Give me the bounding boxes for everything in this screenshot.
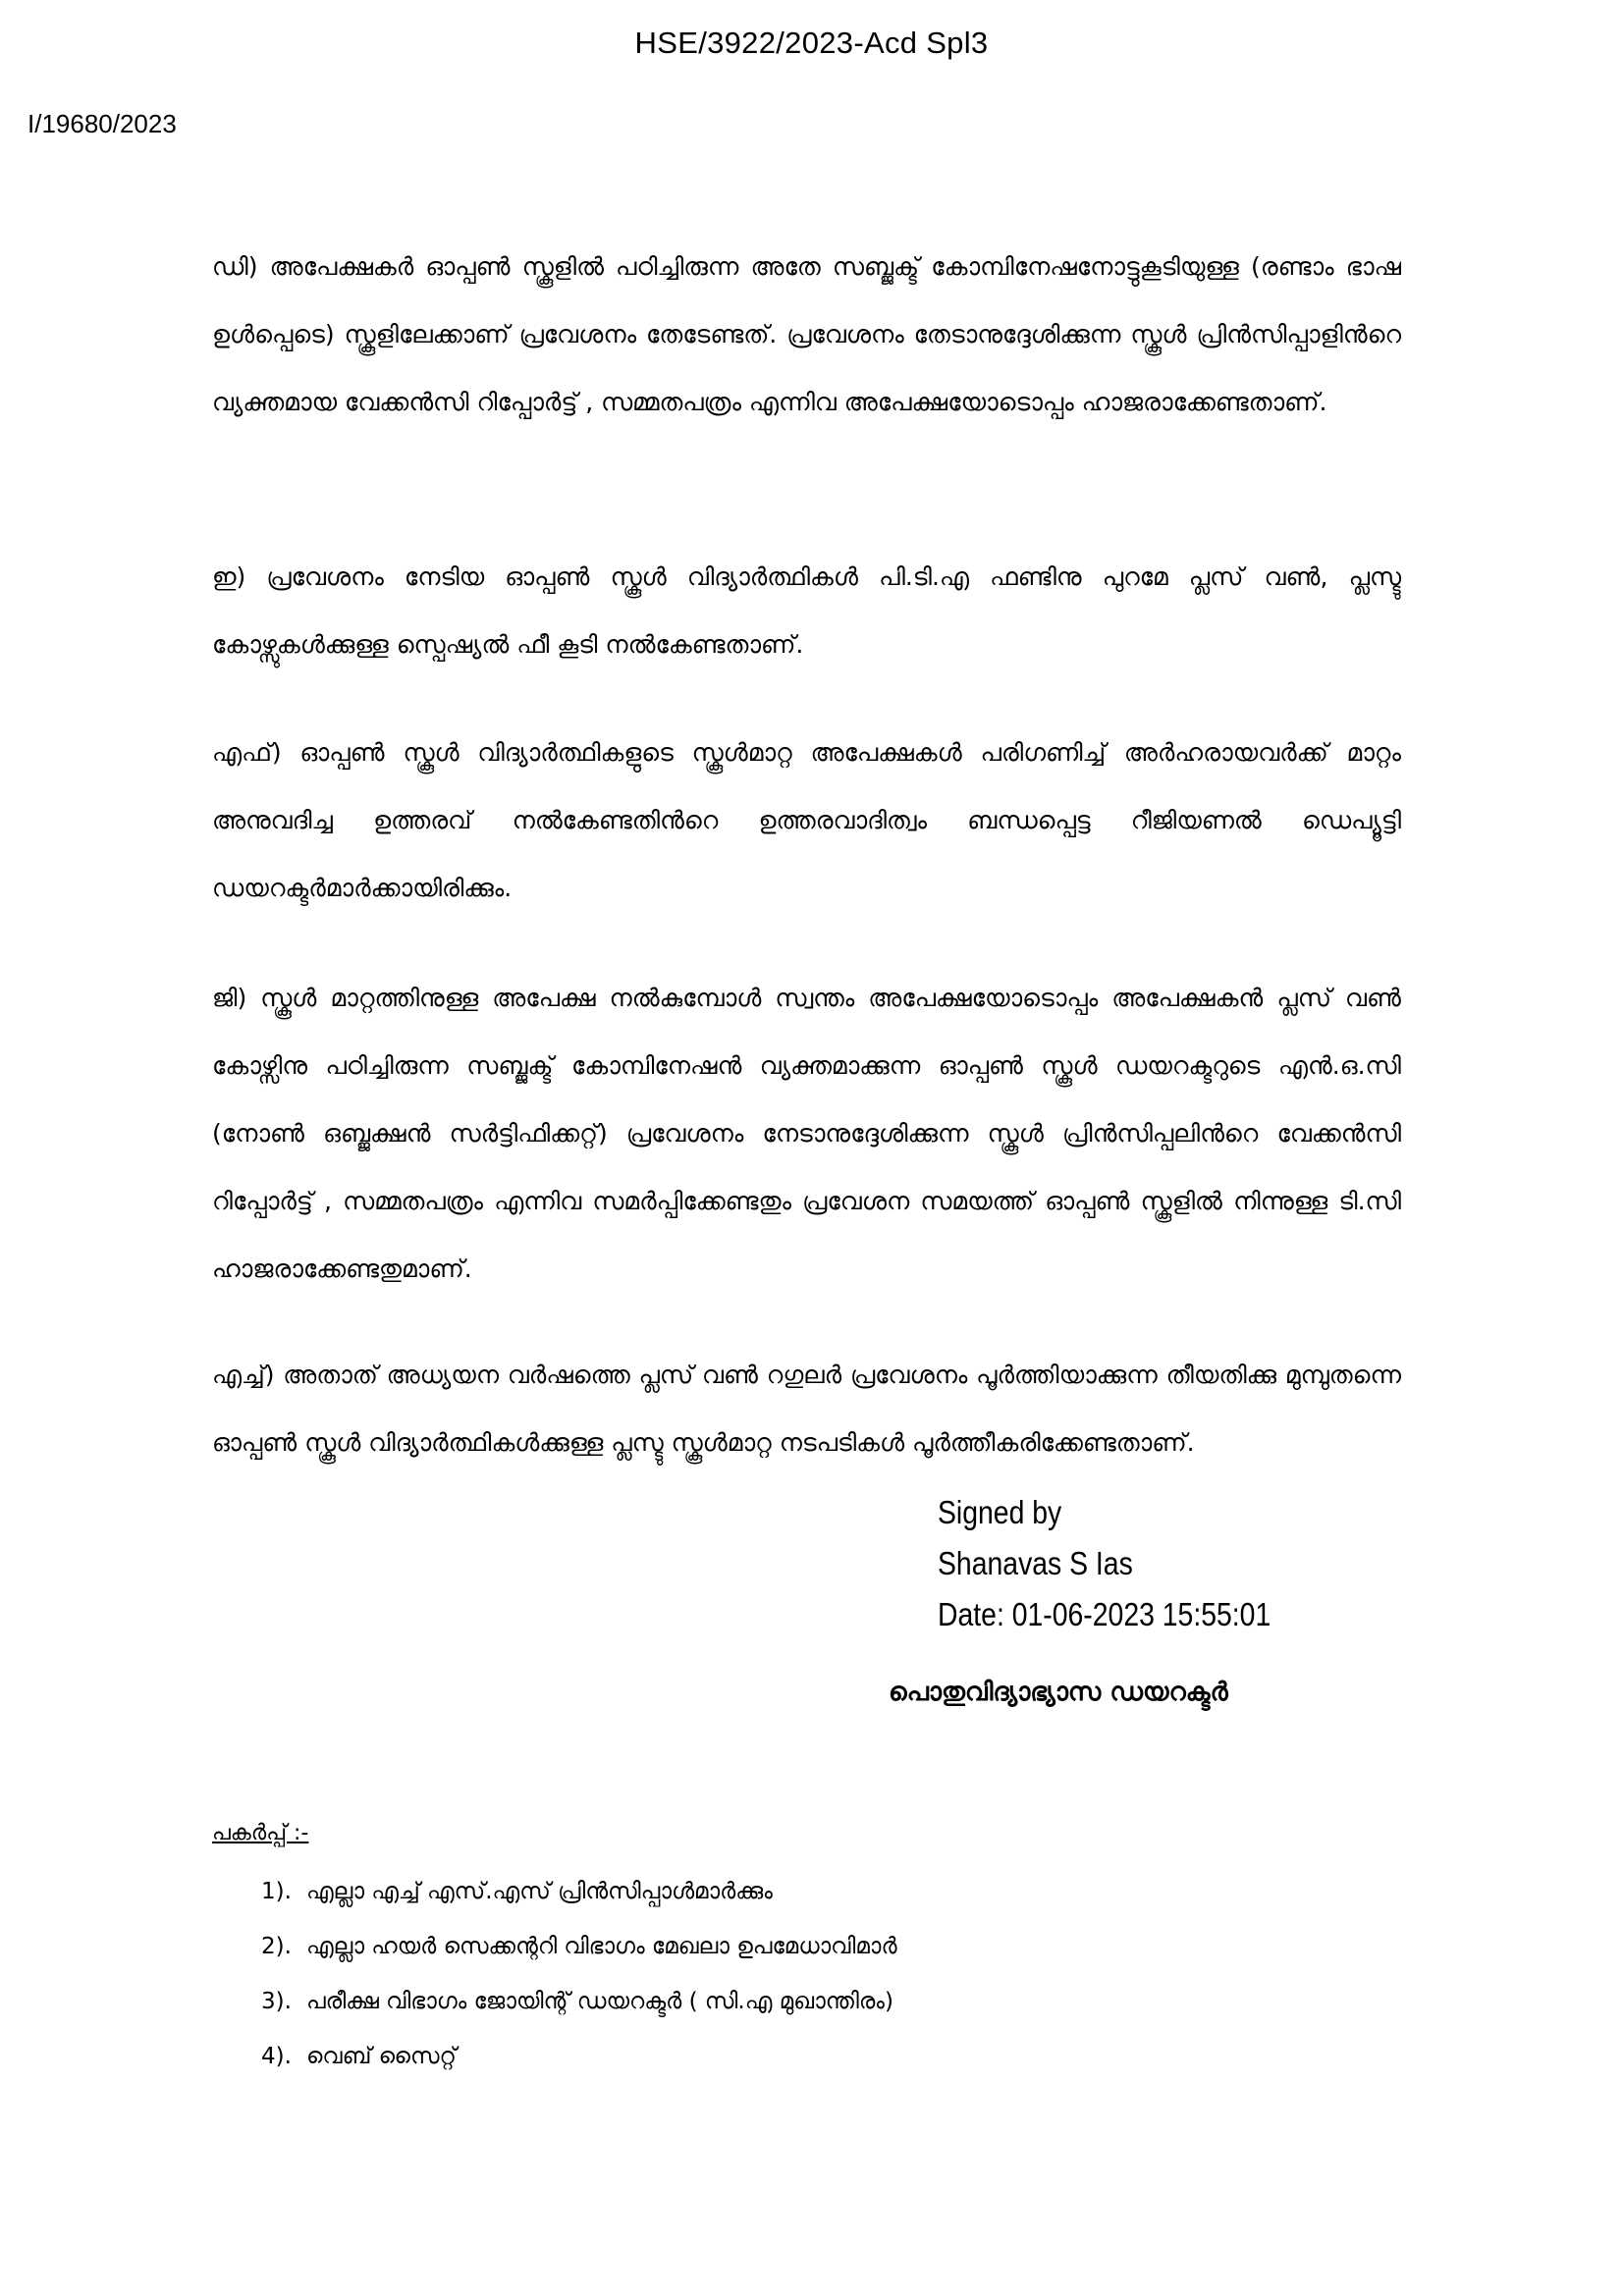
file-number: HSE/3922/2023-Acd Spl3 — [634, 26, 989, 60]
list-item — [261, 1974, 897, 2029]
signed-by-line: Signed by — [938, 1494, 1062, 1530]
list-item-text: എല്ലാ എച്ച് എസ്.എസ് പ്രിൻസിപ്പാൾമാർക്കും — [306, 1879, 773, 1904]
paragraph-e: ഇ) പ്രവേശനം നേടിയ ഓപ്പൺ സ്കൂൾ വിദ്യാർത്ഥികൾ പി.ടി.എ ഫണ്ടിനു പുറമേ പ്ലസ് വൺ, പ്ലസ്ടു കോഴ്സുകൾക്കുള്ള സ്പെഷ്യൽ ഫീ കൂടി നൽകേണ്ടതാണ്. — [212, 562, 1401, 659]
signature-date: Date: 01-06-2023 15:55:01 — [938, 1596, 1271, 1632]
list-item — [261, 1864, 897, 1919]
paragraph-f: എഫ്) ഓപ്പൺ സ്കൂൾ വിദ്യാർത്ഥികളുടെ സ്കൂൾമാറ്റ അപേക്ഷകൾ പരിഗണിച്ച് അർഹരായവർക്ക് മാറ്റം അനുവദിച്ച ഉത്തരവ് നൽകേണ്ടതിൻറെ ഉത്തരവാദിത്വം ബന്ധപ്പെട്ട റീജിയണൽ ഡെപ്യൂട്ടി ഡയറക്ടർമാർക്കായിരിക്കും. — [212, 738, 1401, 902]
list-item-text: പരീക്ഷ വിഭാഗം ജോയിന്റ് ഡയറക്ടർ ( സി.എ മുഖാന്തിരം) — [306, 1989, 893, 2014]
paragraph-h: എച്ച്) അതാത് അധ്യയന വർഷത്തെ പ്ലസ് വൺ റഗുലർ പ്രവേശനം പൂർത്തിയാക്കുന്ന തീയതിക്കു മുമ്പുതന്നെ ഓപ്പൺ സ്കൂൾ വിദ്യാർത്ഥികൾക്കുള്ള പ്ലസ്ടു സ്കൂൾമാറ്റ നടപടികൾ പൂർത്തീകരിക്കേണ്ടതാണ്. — [212, 1361, 1401, 1457]
list-item-number: 1). — [261, 1879, 292, 1904]
copy-to-list — [261, 1864, 897, 2084]
list-item — [261, 1919, 897, 1974]
signer-designation: പൊതുവിദ്യാഭ്യാസ ഡയറക്ടർ — [889, 1678, 1228, 1707]
list-item-number: 3). — [261, 1989, 292, 2014]
copy-to-heading: പകർപ്പ് :- — [212, 1821, 309, 1845]
list-item — [261, 2029, 897, 2084]
reference-number: I/19680/2023 — [27, 109, 177, 138]
list-item-number: 4). — [261, 2044, 292, 2069]
list-item-number: 2). — [261, 1934, 292, 1959]
digital-signature-block — [938, 1487, 1271, 1640]
signer-name: Shanavas S Ias — [938, 1545, 1133, 1581]
list-item-text: വെബ് സൈറ്റ് — [306, 2044, 457, 2069]
paragraph-d: ഡി) അപേക്ഷകർ ഓപ്പൺ സ്കൂളിൽ പഠിച്ചിരുന്ന അതേ സബ്ജക്ട് കോമ്പിനേഷനോട്ടുകൂടിയുള്ള (രണ്ടാം ഭാഷ ഉൾപ്പെടെ) സ്കൂളിലേക്കാണ് പ്രവേശനം തേടേണ്ടത്. പ്രവേശനം തേടാനുദ്ദേശിക്കുന്ന സ്കൂൾ പ്രിൻസിപ്പാളിൻറെ വ്യക്തമായ വേക്കൻസി റിപ്പോർട്ട് , സമ്മതപത്രം എന്നിവ അപേക്ഷയോടൊപ്പം ഹാജരാക്കേണ്ടതാണ്. — [212, 252, 1401, 416]
list-item-text: എല്ലാ ഹയർ സെക്കന്ററി വിഭാഗം മേഖലാ ഉപമേധാവിമാർ — [306, 1934, 897, 1959]
paragraph-g: ജി) സ്കൂൾ മാറ്റത്തിനുള്ള അപേക്ഷ നൽകുമ്പോൾ സ്വന്തം അപേക്ഷയോടൊപ്പം അപേക്ഷകൻ പ്ലസ് വൺ കോഴ്സിനു പഠിച്ചിരുന്ന സബ്ജക്ട് കോമ്പിനേഷൻ വ്യക്തമാക്കുന്ന ഓപ്പൺ സ്കൂൾ ഡയറക്ടറുടെ എൻ.ഒ.സി (നോൺ ഒബ്ജക്ഷൻ സർട്ടിഫിക്കറ്റ്) പ്രവേശനം നേടാനുദ്ദേശിക്കുന്ന സ്കൂൾ പ്രിൻസിപ്പലിൻറെ വേക്കൻസി റിപ്പോർട്ട് , സമ്മതപത്രം എന്നിവ സമർപ്പിക്കേണ്ടതും പ്രവേശന സമയത്ത് ഓപ്പൺ സ്കൂളിൽ നിന്നുള്ള ടി.സി ഹാജരാക്കേണ്ടതുമാണ്. — [212, 984, 1401, 1283]
